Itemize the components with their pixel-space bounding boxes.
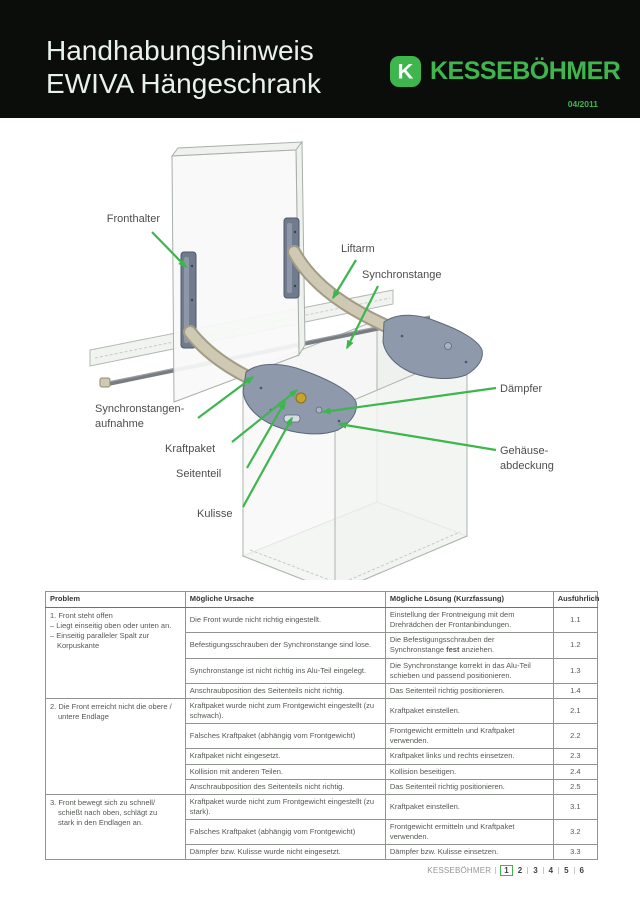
solution-cell: Kraftpaket einstellen.: [385, 698, 553, 723]
label-daempfer: Dämpfer: [500, 383, 543, 395]
label-kraftpaket: Kraftpaket: [165, 443, 216, 455]
cause-cell: Falsches Kraftpaket (abhängig vom Frontgewicht): [185, 820, 385, 845]
label-seitenteil: Seitenteil: [176, 468, 222, 480]
table-header-row: [46, 592, 598, 608]
footer-divider: [558, 867, 559, 874]
col-header-ref: Ausführlich: [553, 592, 597, 608]
label-gehaeuseabdeckung-line2: abdeckung: [500, 460, 554, 472]
problem-cell: 2. Die Front erreicht nicht die obere / untere Endlage: [46, 698, 186, 794]
table-row: [46, 608, 598, 633]
footer-divider: [543, 867, 544, 874]
col-header-solution: Mögliche Lösung (Kurzfassung): [385, 592, 553, 608]
solution-cell: Dämpfer bzw. Kulisse einsetzen.: [385, 845, 553, 860]
ref-cell: 1.1: [553, 608, 597, 633]
ref-cell: 3.2: [553, 820, 597, 845]
troubleshooting-table: [45, 591, 598, 860]
problem-cell: 1. Front steht offen – Liegt einseitig oben oder unten an. – Einseitig paralleler Spalt zur Korpuskante: [46, 608, 186, 699]
solution-cell: Die Synchronstange korrekt in das Alu-Teil schieben und passend positionieren.: [385, 658, 553, 683]
cause-cell: Kraftpaket nicht eingesetzt.: [185, 749, 385, 764]
solution-cell: Das Seitenteil richtig positionieren.: [385, 683, 553, 698]
cause-cell: Die Front wurde nicht richtig eingestellt.: [185, 608, 385, 633]
solution-cell: Die Befestigungsschrauben der Synchronstange fest anziehen.: [385, 633, 553, 658]
issue-date: 04/2011: [567, 99, 598, 109]
label-gehaeuseabdeckung-line1: Gehäuse-: [500, 445, 549, 457]
ref-cell: 1.3: [553, 658, 597, 683]
footer-pagination: [427, 865, 585, 876]
footer-divider: [574, 867, 575, 874]
kesseboehmer-logo: [390, 56, 620, 87]
table-row: [46, 794, 598, 819]
solution-cell: Einstellung der Frontneigung mit dem Drehrädchen der Frontanbindungen.: [385, 608, 553, 633]
brand-wordmark: KESSEBÖHMER: [430, 57, 621, 85]
label-kulisse: Kulisse: [197, 508, 233, 520]
page-number-5[interactable]: 5: [564, 866, 569, 875]
cause-cell: Kraftpaket wurde nicht zum Frontgewicht eingestellt (zu schwach).: [185, 698, 385, 723]
label-synchronstangenaufnahme-line1: Synchronstangen-: [95, 403, 185, 415]
page-number-1-current[interactable]: 1: [500, 865, 512, 876]
label-synchronstangenaufnahme-line2: aufnahme: [95, 418, 144, 430]
solution-cell: Das Seitenteil richtig positionieren.: [385, 779, 553, 794]
solution-cell: Kollision beseitigen.: [385, 764, 553, 779]
ref-cell: 3.1: [553, 794, 597, 819]
ref-cell: 1.2: [553, 633, 597, 658]
cause-cell: Synchronstange ist nicht richtig ins Alu-Teil eingelegt.: [185, 658, 385, 683]
footer-divider: [527, 867, 528, 874]
solution-cell: Frontgewicht ermitteln und Kraftpaket verwenden.: [385, 820, 553, 845]
page-number-3[interactable]: 3: [533, 866, 538, 875]
label-fronthalter: Fronthalter: [106, 213, 160, 225]
solution-cell: Kraftpaket links und rechts einsetzen.: [385, 749, 553, 764]
page-title-line1: Handhabungshinweis: [46, 35, 314, 66]
page-title: [46, 34, 321, 100]
cause-cell: Befestigungsschrauben der Synchronstange sind lose.: [185, 633, 385, 658]
ref-cell: 2.2: [553, 724, 597, 749]
ref-cell: 3.3: [553, 845, 597, 860]
label-liftarm: Liftarm: [341, 243, 375, 255]
label-synchronstange: Synchronstange: [362, 269, 442, 281]
page-title-line2: EWIVA Hängeschrank: [46, 68, 321, 99]
ref-cell: 2.3: [553, 749, 597, 764]
ref-cell: 1.4: [553, 683, 597, 698]
header-bar: [0, 0, 640, 118]
cause-cell: Kraftpaket wurde nicht zum Frontgewicht eingestellt (zu stark).: [185, 794, 385, 819]
problem-cell: 3. Front bewegt sich zu schnell/ schießt nach oben, schlägt zu stark in den Endlagen an.: [46, 794, 186, 860]
cause-cell: Falsches Kraftpaket (abhängig vom Frontgewicht): [185, 724, 385, 749]
col-header-cause: Mögliche Ursache: [185, 592, 385, 608]
page-number-2[interactable]: 2: [517, 866, 523, 875]
page-number-4[interactable]: 4: [548, 866, 554, 875]
ref-cell: 2.4: [553, 764, 597, 779]
ref-cell: 2.1: [553, 698, 597, 723]
cause-cell: Anschraubposition des Seitenteils nicht richtig.: [185, 779, 385, 794]
footer-divider: [495, 867, 496, 874]
footer-brand: KESSEBÖHMER: [427, 866, 492, 875]
ref-cell: 2.5: [553, 779, 597, 794]
cause-cell: Anschraubposition des Seitenteils nicht richtig.: [185, 683, 385, 698]
page-number-6[interactable]: 6: [579, 866, 584, 875]
cabinet-diagram: [0, 140, 640, 580]
col-header-problem: Problem: [46, 592, 186, 608]
table-row: [46, 698, 598, 723]
logo-k-icon: K: [390, 56, 421, 87]
arrow-liftarm: [333, 260, 356, 298]
cause-cell: Dämpfer bzw. Kulisse wurde nicht eingesetzt.: [185, 845, 385, 860]
solution-cell: Kraftpaket einstellen.: [385, 794, 553, 819]
solution-cell: Frontgewicht ermitteln und Kraftpaket verwenden.: [385, 724, 553, 749]
cause-cell: Kollision mit anderen Teilen.: [185, 764, 385, 779]
